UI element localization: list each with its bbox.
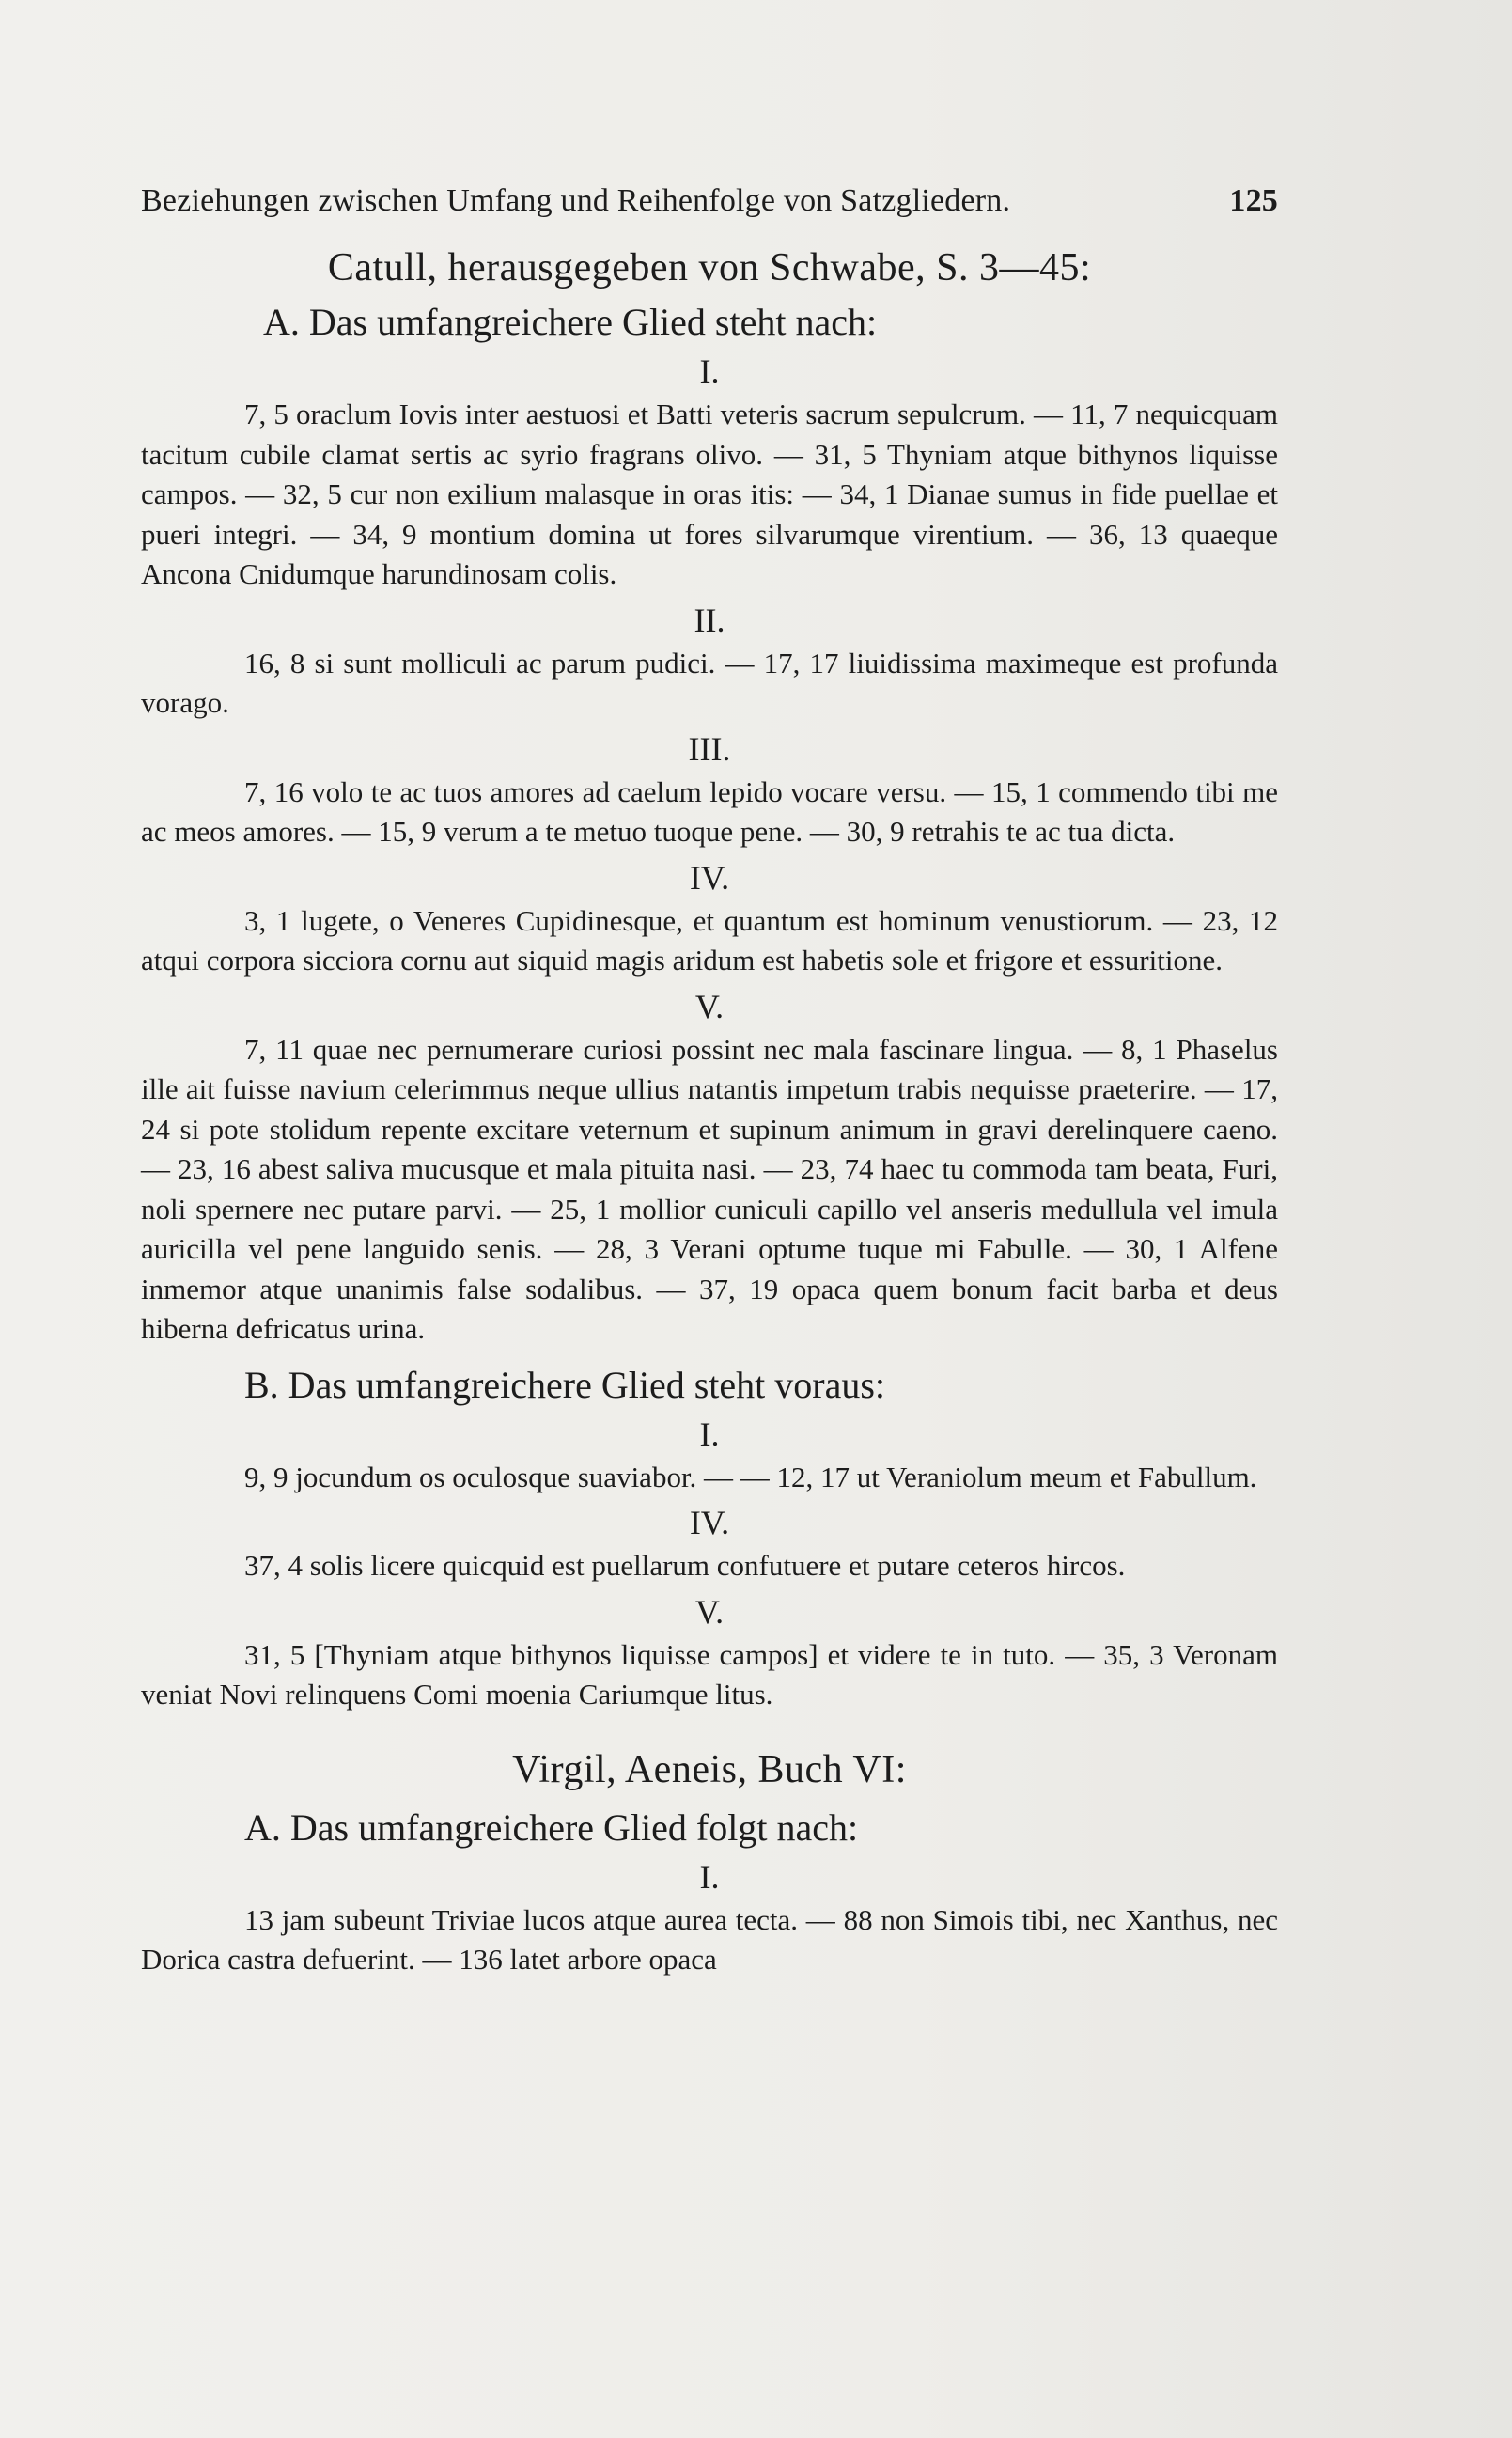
catull-a-paragraph-1: 7, 5 oraclum Iovis inter aestuosi et Batti veteris sacrum sepulcrum. — 11, 7 nequicquam tacitum cubile clamat sertis ac syrio fragrans olivo. — 31, 5 Thyniam atque bithynos liquisse campos. — 32, 5 cur non exilium malasque in oras itis: — 34, 1 Dianae sumus in fide puellae et pueri integri. — 34, 9 montium domina ut fores silvarumque virentium. — 36, 13 quaeque Ancona Cnidumque harundinosam colis. — [141, 398, 1278, 590]
catull-a-paragraph-3: 7, 16 volo te ac tuos amores ad caelum lepido vocare versu. — 15, 1 commendo tibi me ac meos amores. — 15, 9 verum a te metuo tuoque pene. — 30, 9 retrahis te ac tua dicta. — [141, 774, 1278, 848]
running-head — [141, 183, 1278, 219]
page-content — [141, 183, 1278, 1980]
catull-b-paragraph-2: 37, 4 solis licere quicquid est puellarum confutuere et putare ceteros hircos. — [244, 1549, 1126, 1582]
catull-heading: Catull, herausgegeben von Schwabe, S. 3—45: — [327, 246, 1092, 289]
virgil-a-paragraph-1: 13 jam subeunt Triviae lucos atque aurea tecta. — 88 non Simois tibi, nec Xanthus, nec Dorica castra defuerint. — 136 latet arbore opaca — [141, 1902, 1278, 1976]
catull-a-numeral-5: V. — [694, 987, 725, 1025]
catull-a-numeral-3: III. — [688, 729, 731, 768]
catull-a-paragraph-4: 3, 1 lugete, o Veneres Cupidinesque, et quantum est hominum venustiorum. — 23, 12 atqui corpora sicciora cornu aut siquid magis aridum est habetis sole et frigore et essuritione. — [141, 903, 1278, 977]
catull-a-paragraph-2: 16, 8 si sunt molliculi ac parum pudici. — 17, 17 liuidissima maximeque est profunda vorago. — [141, 646, 1278, 719]
catull-a-paragraph-5: 7, 11 quae nec pernumerare curiosi possint nec mala fascinare lingua. — 8, 1 Phaselus ille ait fuisse navium celerimmus neque ullius natantis impetum trabis nequisse praeterire. — 17, 24 si pote stolidum repente excitare veternum et supinum animum in gravi derelinquere caeno. — 23, 16 abest saliva mucusque et mala pituita nasi. — 23, 74 haec tu commoda tam beata, Furi, noli spernere nec putare parvi. — 25, 1 mollior cuniculi capillo vel anseris medullula vel imula auricilla vel pene languido senis. — 28, 3 Verani optume tuque mi Fabulle. — 30, 1 Alfene inmemor atque unanimis false sodalibus. — 37, 19 opaca quem bonum facit barba et deus hiberna defricatus urina. — [141, 1032, 1278, 1345]
virgil-section-a-title: A. Das umfangreichere Glied folgt nach: — [244, 1805, 859, 1849]
catull-a-numeral-1: I. — [699, 352, 720, 390]
catull-b-numeral-2: IV. — [689, 1504, 730, 1541]
catull-b-paragraph-3: 31, 5 [Thyniam atque bithynos liquisse campos] et videre te in tuto. — 35, 3 Veronam veniat Novi relinquens Comi moenia Cariumque litus. — [141, 1637, 1278, 1711]
catull-section-b-title: B. Das umfangreichere Glied steht voraus: — [244, 1363, 886, 1406]
catull-b-paragraph-1: 9, 9 jocundum os oculosque suaviabor. — — 12, 17 ut Veraniolum meum et Fabullum. — [244, 1460, 1257, 1493]
catull-section-a-title: A. Das umfangreichere Glied steht nach: — [263, 301, 878, 343]
running-head-title: Beziehungen zwischen Umfang und Reihenfolge von Satzgliedern. — [141, 183, 1011, 218]
virgil-a-numeral-1: I. — [699, 1857, 720, 1896]
page-number: 125 — [1229, 183, 1278, 218]
catull-b-numeral-1: I. — [699, 1414, 720, 1453]
virgil-heading: Virgil, Aeneis, Buch VI: — [512, 1747, 907, 1791]
catull-b-numeral-3: V. — [694, 1592, 725, 1631]
catull-a-numeral-2: II. — [694, 601, 725, 639]
catull-a-numeral-4: IV. — [689, 858, 730, 897]
